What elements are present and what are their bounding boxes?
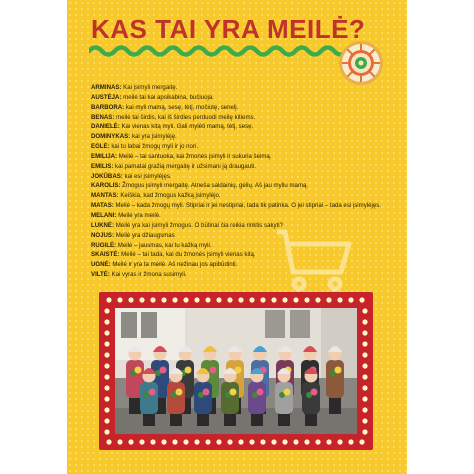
bulb [104, 407, 109, 412]
bulb [249, 297, 254, 302]
quote-line [91, 172, 391, 182]
bulb [337, 297, 342, 302]
quote-text: kai tu labai žmogų myli ir jo nori. [109, 143, 199, 151]
bulb [216, 297, 221, 302]
bulb [205, 297, 210, 302]
bulb [205, 439, 210, 444]
child-name: JOKŪBAS: [91, 172, 123, 180]
quote-line [91, 93, 391, 103]
child-name: EGLĖ: [91, 143, 110, 151]
bulb [271, 439, 276, 444]
child-name: RUGILĖ: [91, 241, 117, 249]
photo-frame [99, 292, 373, 450]
quote-text: meilė tai širdis, kai iš širdies perduodi meilę kitiems. [114, 113, 256, 121]
bulb [172, 439, 177, 444]
child-name: MELANI: [91, 211, 117, 219]
bulb [104, 352, 109, 357]
bulb [362, 396, 367, 401]
child-name: BENAS: [91, 113, 115, 121]
bulb [304, 439, 309, 444]
bulb [128, 297, 133, 302]
quote-text: Meilė – tai tada, kai du žmonės įsimyli vienas kitą. [119, 251, 256, 259]
bulb [293, 297, 298, 302]
bulb [104, 308, 109, 313]
quote-text: meilė tai kai apsikabina, bučiuoja. [121, 93, 214, 101]
bulb [362, 330, 367, 335]
bulb [260, 439, 265, 444]
child-name: SKAISTĖ: [91, 251, 120, 259]
bulb [128, 439, 133, 444]
bulb [238, 439, 243, 444]
quote-text: kai yra įsimylėję. [130, 133, 177, 141]
bulb [172, 297, 177, 302]
quote-text: kai pamatai gražią mergaitę ir užsimani ją draugauti. [113, 162, 256, 170]
bulb [194, 297, 199, 302]
bulb [326, 439, 331, 444]
bulb [304, 297, 309, 302]
bulb [362, 418, 367, 423]
child-name: KAROLIS: [91, 182, 121, 190]
quote-line [91, 181, 391, 191]
quote-text: Kai vienas kitą myli. Gali mylėti mamą, tėtį, sesę. [119, 123, 254, 131]
bulb [348, 439, 353, 444]
group-photo [115, 308, 357, 434]
child-name: DOMINYKAS: [91, 133, 131, 141]
rosette-icon [338, 40, 384, 86]
bulb [362, 429, 367, 434]
child-name: UGNĖ: [91, 261, 111, 269]
child-name: AUSTĖJA: [91, 93, 122, 101]
document-page [67, 0, 407, 474]
child-name: EMILIJA: [91, 152, 118, 160]
bulb [161, 297, 166, 302]
quote-line [91, 191, 391, 201]
quote-text: Meilė ir yra ta meilė. Aš nežinau jos apibūdinti. [110, 261, 238, 269]
bulb [362, 363, 367, 368]
bulb [139, 297, 144, 302]
bulb [362, 319, 367, 324]
bulb [359, 297, 364, 302]
quote-text: Meilė yra kai įsimyli žmogus. O būtinai čia reikia rinktis sakyti? [114, 221, 284, 229]
bulb [326, 297, 331, 302]
child-name: ARMINAS: [91, 84, 122, 91]
bulb [315, 439, 320, 444]
bulb [106, 297, 111, 302]
quote-text: Žmogus įsimyli mergaitę. Atneša saldainių, gėlių. Aš jau myliu mamą. [120, 182, 309, 190]
quote-line [91, 83, 391, 93]
quote-text: Meilė – jausmas, kai tu kažką myli. [116, 241, 212, 249]
quote-line [91, 103, 391, 113]
bulb [104, 330, 109, 335]
children-group-image [115, 308, 357, 434]
child-name: DANIELĖ: [91, 123, 120, 131]
quote-text: Meilė yra meilė. [116, 211, 161, 219]
bulb [238, 297, 243, 302]
green-wave-decoration [89, 44, 347, 58]
bulb [260, 297, 265, 302]
bulb [104, 374, 109, 379]
bulb [216, 439, 221, 444]
child-name: VILTĖ: [91, 271, 110, 279]
bulb [117, 297, 122, 302]
bulb [183, 297, 188, 302]
bulb [362, 407, 367, 412]
bulb [104, 363, 109, 368]
quote-line [91, 113, 391, 123]
bulb [139, 439, 144, 444]
bulb [194, 439, 199, 444]
child-name: MATAS: [91, 202, 114, 210]
quote-text: Meilė – tai santuoka, kai žmonės įsimyli ir sukuria šeimą. [117, 152, 272, 160]
bulb [104, 385, 109, 390]
bulb [104, 418, 109, 423]
bulb [362, 385, 367, 390]
bulb [362, 374, 367, 379]
page-title: KAS TAI YRA MEILĖ? [91, 14, 366, 44]
bulb [282, 439, 287, 444]
child-name: MANTAS: [91, 192, 119, 200]
bulb [117, 439, 122, 444]
bulb [104, 341, 109, 346]
quote-text: Kai įsimyli mergaitę. [121, 84, 178, 91]
bulb [348, 297, 353, 302]
child-name: BARBORA: [91, 103, 125, 111]
bulb [227, 297, 232, 302]
bulb [362, 352, 367, 357]
quote-line [91, 152, 391, 162]
bulb [337, 439, 342, 444]
quote-text: Kai vyras ir žmona susimyli. [109, 271, 187, 279]
bulb [104, 396, 109, 401]
quote-line [91, 162, 391, 172]
quote-text: Meilė – kada žmogų myli. Stipriai ir jei nestipriai, tada tik patinka. O jei stipriai – tada esi įsimylėjęs. [113, 202, 382, 210]
bulb [282, 297, 287, 302]
bulb [161, 439, 166, 444]
quote-text: kai myli mamą, sesę, tėtį, močiutę, senelį. [124, 103, 239, 111]
bulb [104, 429, 109, 434]
quote-text: Keiškia, kad žmogus kažką įsimylėjo. [118, 192, 221, 200]
bulb [362, 341, 367, 346]
bulb [106, 439, 111, 444]
bulb [359, 439, 364, 444]
bulb [362, 308, 367, 313]
bulb [150, 439, 155, 444]
bulb [150, 297, 155, 302]
quote-text: Meilė yra džiaugsmas [114, 231, 175, 239]
bulb [183, 439, 188, 444]
child-name: EMILIS: [91, 162, 114, 170]
quote-line [91, 122, 391, 132]
child-name: NOJUS: [91, 231, 115, 239]
bulb [104, 319, 109, 324]
child-name: LUKNĖ: [91, 221, 115, 229]
bulb [249, 439, 254, 444]
bulb [293, 439, 298, 444]
bulb [227, 439, 232, 444]
bulb [315, 297, 320, 302]
quote-line [91, 132, 391, 142]
quote-text: kai esi įsimylėjęs. [122, 172, 172, 180]
bulb [271, 297, 276, 302]
quote-line [91, 142, 391, 152]
